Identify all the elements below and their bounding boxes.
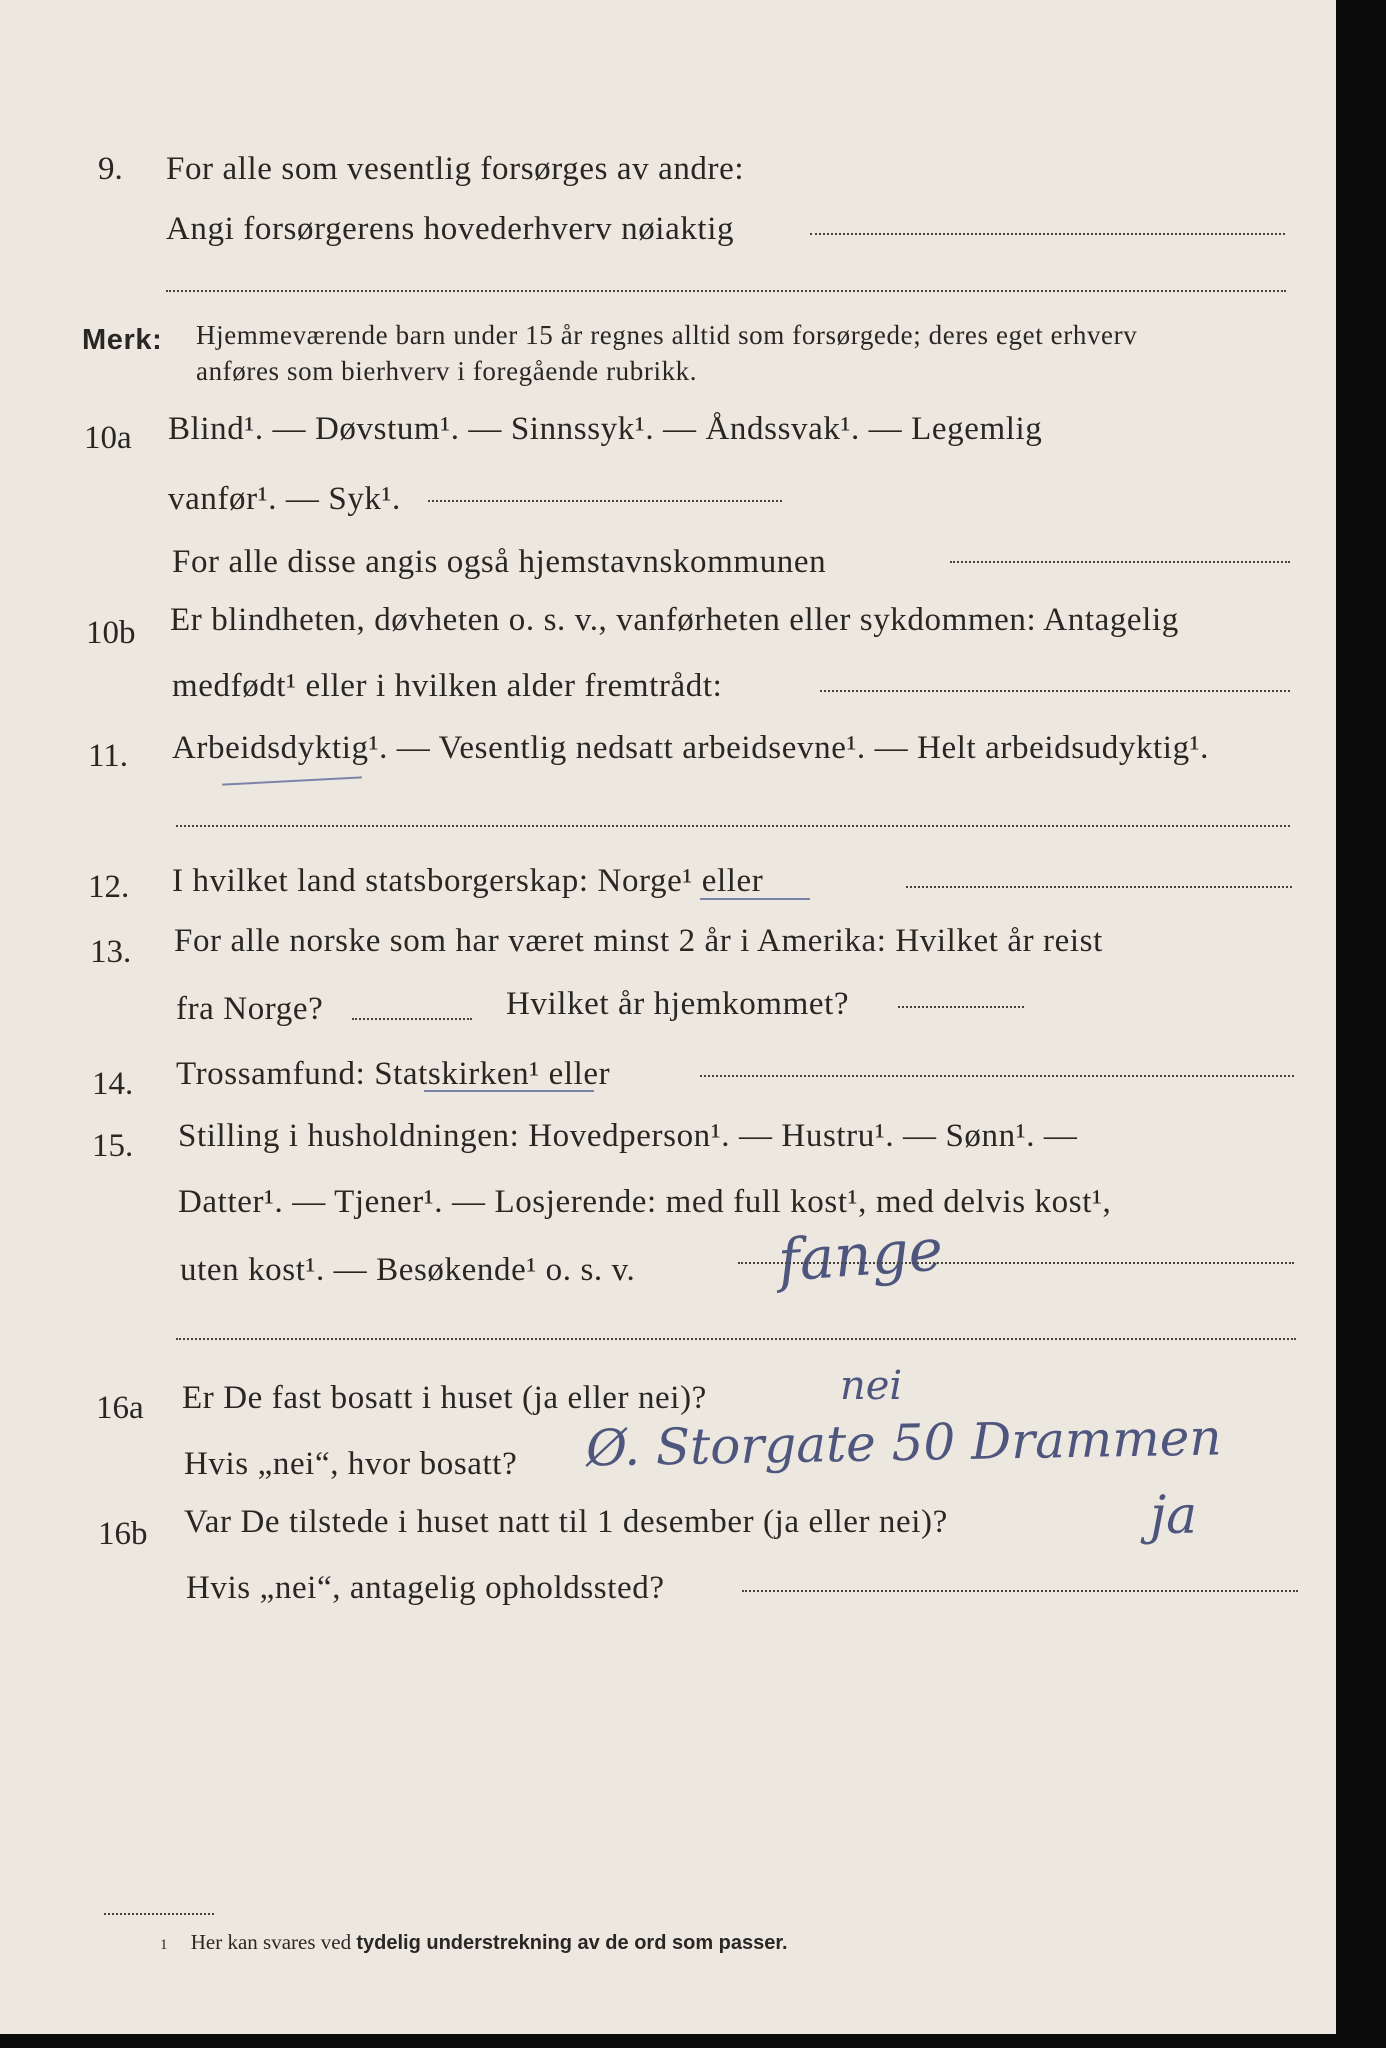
footnote-mark: 1 — [160, 1937, 168, 1953]
q15-number: 15. — [92, 1128, 134, 1164]
q12-answer-line[interactable] — [906, 886, 1292, 888]
q9-text-line1: For alle som vesentlig forsørges av andre: — [166, 151, 745, 187]
footnote-rule — [104, 1913, 214, 1915]
q16b-number: 16b — [98, 1516, 148, 1552]
q16b-text-line1: Var De tilstede i huset natt til 1 desember (ja eller nei)? — [184, 1504, 948, 1540]
q13-text-line1: For alle norske som har været minst 2 år i Amerika: Hvilket år reist — [174, 923, 1103, 959]
q9-answer-line2[interactable] — [166, 290, 1286, 292]
merk-label: Merk: — [82, 324, 163, 356]
q12-text-line1: I hvilket land statsborgerskap: Norge¹ eller — [172, 863, 764, 899]
q11-answer-line[interactable] — [176, 825, 1290, 827]
q16b-handwritten-answer: ja — [1150, 1486, 1198, 1546]
q15-answer-line[interactable] — [738, 1262, 1294, 1264]
q9-number: 9. — [98, 151, 123, 187]
q15-handwritten-answer: fange — [775, 1215, 946, 1295]
q10a-number: 10a — [84, 420, 132, 456]
q11-text-line1: Arbeidsdyktig¹. — Vesentlig nedsatt arbeidsevne¹. — Helt arbeidsudyktig¹. — [172, 730, 1210, 766]
footnote-text: Her kan svares ved — [190, 1930, 352, 1954]
q16a-number: 16a — [96, 1390, 144, 1426]
q14-text-line1: Trossamfund: Statskirken¹ eller — [176, 1056, 611, 1092]
q9-answer-line1[interactable] — [810, 233, 1285, 235]
q10b-answer-line[interactable] — [820, 690, 1290, 692]
footnote-text-bold: tydelig understrekning av de ord som passer. — [356, 1932, 788, 1954]
q14-answer-line[interactable] — [700, 1075, 1294, 1077]
q13-text-line2a: fra Norge? — [176, 991, 324, 1027]
q12-pen-underline — [700, 898, 810, 900]
q15-text-line3: uten kost¹. — Besøkende¹ o. s. v. — [180, 1252, 636, 1288]
q13-number: 13. — [90, 934, 132, 970]
q13-answer-right-line[interactable] — [898, 1006, 1024, 1008]
q10b-text-line1: Er blindheten, døvheten o. s. v., vanførheten eller sykdommen: Antagelig — [170, 602, 1179, 638]
q9-text-line2: Angi forsørgerens hovederhverv nøiaktig — [166, 211, 735, 247]
q12-number: 12. — [88, 869, 130, 905]
q15-answer-line2[interactable] — [176, 1338, 1296, 1340]
q10a-answer-line2[interactable] — [950, 561, 1290, 563]
scan-dark-edge — [1336, 0, 1386, 2048]
q13-answer-left-line[interactable] — [352, 1018, 472, 1020]
q13-text-line2b: Hvilket år hjemkommet? — [506, 986, 850, 1022]
q10b-number: 10b — [86, 615, 136, 651]
q16a-handwritten-answer1: nei — [840, 1363, 903, 1409]
q15-text-line1: Stilling i husholdningen: Hovedperson¹. — Hustru¹. — Sønn¹. — — [178, 1118, 1078, 1154]
q11-number: 11. — [88, 738, 129, 774]
q10a-text-line3: For alle disse angis også hjemstavnskommunen — [172, 544, 827, 580]
q16b-answer-line[interactable] — [742, 1590, 1298, 1592]
merk-text-line1: Hjemmeværende barn under 15 år regnes alltid som forsørgede; deres eget erhverv — [196, 320, 1138, 350]
q10a-text-line2: vanfør¹. — Syk¹. — [168, 481, 401, 517]
q10a-text-line1: Blind¹. — Døvstum¹. — Sinnssyk¹. — Åndssvak¹. — Legemlig — [168, 411, 1043, 447]
q16a-text-line1: Er De fast bosatt i huset (ja eller nei)? — [182, 1380, 707, 1416]
q10b-text-line2: medfødt¹ eller i hvilken alder fremtrådt: — [172, 668, 723, 704]
q16a-text-line2: Hvis „nei“, hvor bosatt? — [184, 1446, 518, 1482]
q14-number: 14. — [92, 1066, 134, 1102]
q10a-answer-line1[interactable] — [428, 500, 782, 502]
merk-text-line2: anføres som bierhverv i foregående rubrikk. — [196, 356, 698, 386]
q15-text-line2: Datter¹. — Tjener¹. — Losjerende: med full kost¹, med delvis kost¹, — [178, 1184, 1112, 1220]
q11-pen-underline — [222, 776, 362, 785]
q16a-handwritten-answer2: Ø. Storgate 50 Drammen — [585, 1408, 1222, 1478]
q16b-text-line2: Hvis „nei“, antagelig opholdssted? — [186, 1570, 665, 1606]
footnote — [160, 1930, 788, 1955]
q14-pen-underline — [424, 1090, 594, 1092]
